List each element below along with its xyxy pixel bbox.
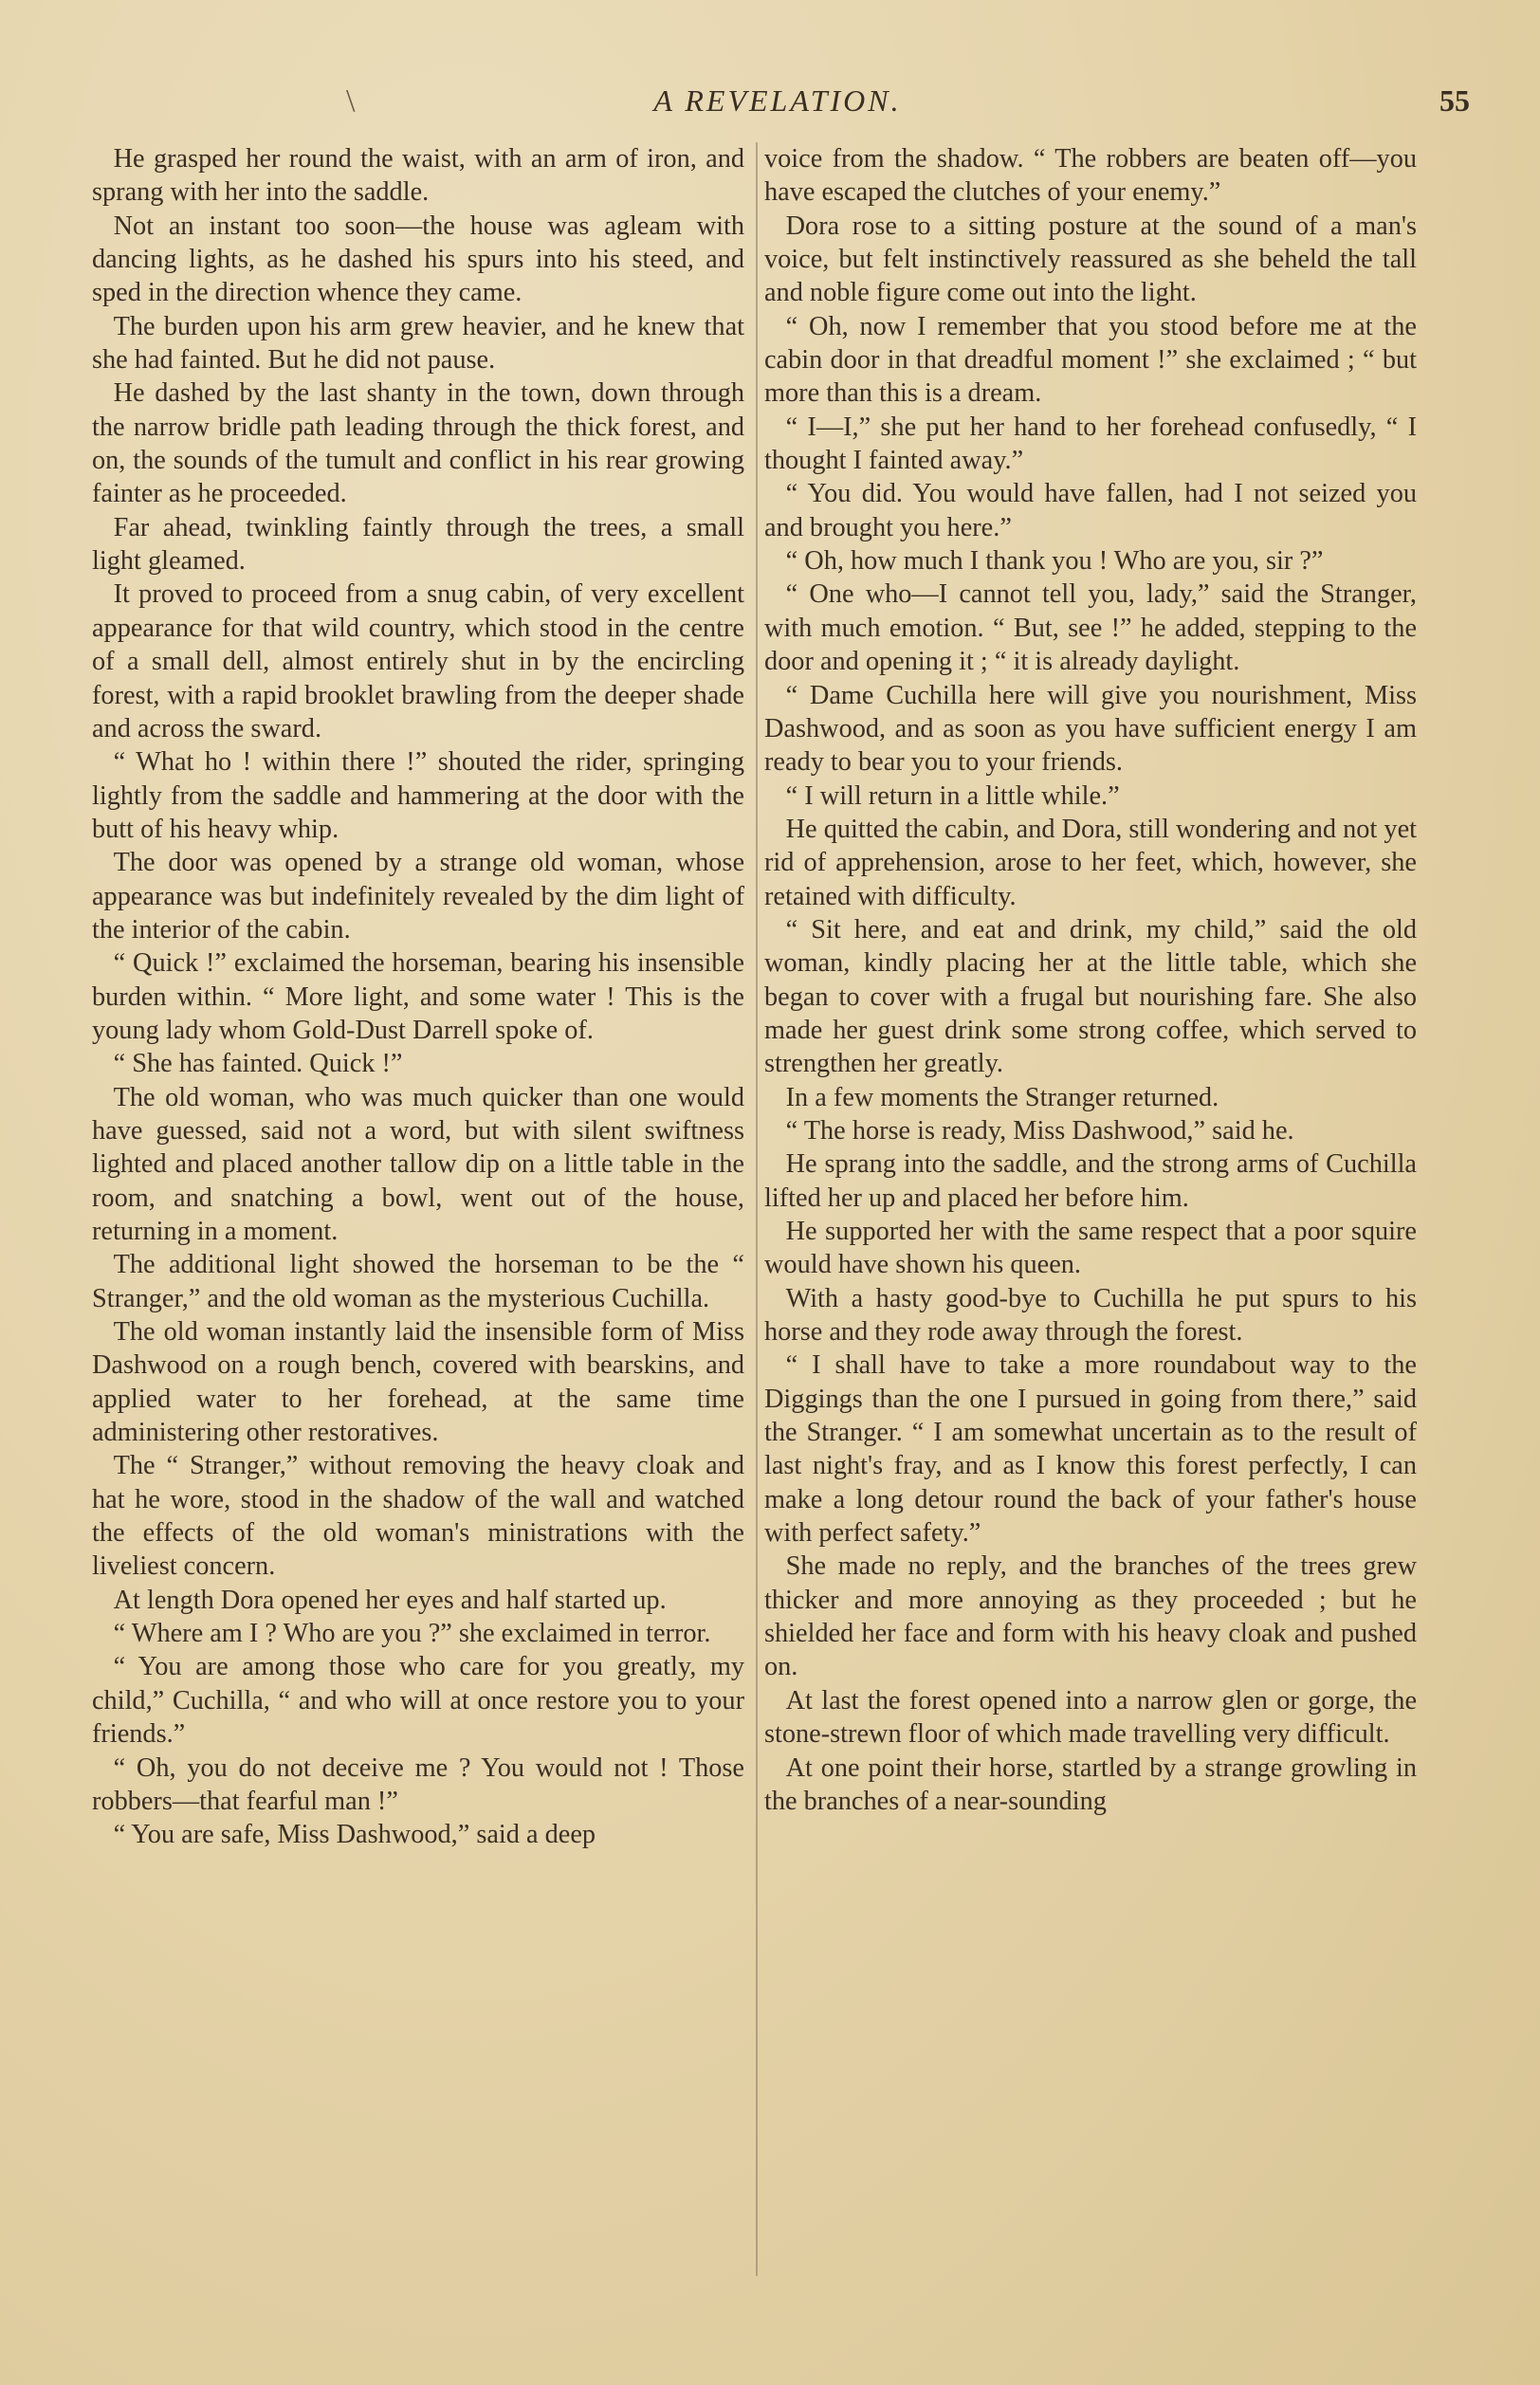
paragraph: “ I will return in a little while.” — [785, 780, 1120, 811]
paragraph: At last the forest opened into a narrow glen or gorge, the stone-strewn floor of which made travelling very difficult. — [764, 1685, 1417, 1750]
page-number: 55 — [1439, 83, 1470, 118]
paragraph: “ Sit here, and eat and drink, my child,” said the old woman, kindly placing her at the little table, which she began to cover with a frugal but nourishing fare. She also made her guest drink some strong coffee, which served to strengthen her greatly. — [764, 914, 1417, 1079]
column-divider — [756, 142, 758, 2276]
paragraph: voice from the shadow. “ The robbers are beaten off—you have escaped the clutches of your enemy.” — [764, 144, 1417, 208]
paragraph: He sprang into the saddle, and the strong arms of Cuchilla lifted her up and placed her before him. — [764, 1149, 1417, 1213]
paragraph: Far ahead, twinkling faintly through the trees, a small light gleamed. — [92, 512, 744, 577]
paragraph: The additional light showed the horseman to be the “ Stranger,” and the old woman as the mysterious Cuchilla. — [92, 1250, 744, 1313]
paragraph: “ One who—I cannot tell you, lady,” said the Stranger, with much emotion. “ But, see !” he added, stepping to the door and opening it ; “ it is already daylight. — [764, 579, 1417, 677]
paragraph: “ Quick !” exclaimed the horseman, bearing his insensible burden within. “ More light, and some water ! This is the young lady whom Gold-Dust Darrell spoke of. — [92, 948, 744, 1045]
paragraph: The old woman, who was much quicker than one would have guessed, said not a word, but with silent swiftness lighted and placed another tallow dip on a little table in the room, and snatching a bowl, went out of the house, returning in a moment. — [92, 1082, 744, 1246]
paragraph: “ The horse is ready, Miss Dashwood,” said he. — [785, 1115, 1294, 1146]
paragraph: He dashed by the last shanty in the town, down through the narrow bridle path leading through the thick forest, and on, the sounds of the tumult and conflict in his rear growing fainter as he proceeded. — [92, 378, 744, 509]
paragraph: Dora rose to a sitting posture at the sound of a man's voice, but felt instinctively reassured as she beheld the tall and noble figure come out into the light. — [764, 211, 1417, 308]
page-header — [85, 83, 1470, 121]
paragraph: “ You did. You would have fallen, had I not seized you and brought you here.” — [764, 479, 1417, 542]
paragraph: With a hasty good-bye to Cuchilla he put spurs to his horse and they rode away through the forest. — [764, 1283, 1417, 1348]
paragraph: He quitted the cabin, and Dora, still wondering and not yet rid of apprehension, arose to her feet, which, however, she retained with difficulty. — [764, 814, 1417, 911]
paragraph: “ What ho ! within there !” shouted the rider, springing lightly from the saddle and hammering at the door with the butt of his heavy whip. — [92, 747, 744, 844]
paragraph: Not an instant too soon—the house was agleam with dancing lights, as he dashed his spurs into his steed, and sped in the direction whence they came. — [92, 211, 744, 308]
paragraph: “ Dame Cuchilla here will give you nourishment, Miss Dashwood, and as soon as you have sufficient energy I am ready to bear you to your friends. — [764, 680, 1417, 778]
paragraph: At one point their horse, startled by a strange growling in the branches of a near-sounding — [764, 1752, 1417, 1816]
paragraph: “ You are among those who care for you greatly, my child,” Cuchilla, “ and who will at once restore you to your friends.” — [92, 1652, 744, 1750]
paragraph: “ I—I,” she put her hand to her forehead confusedly, “ I thought I fainted away.” — [764, 412, 1417, 476]
paragraph: “ Oh, how much I thank you ! Who are you, sir ?” — [785, 546, 1324, 577]
paragraph: He supported her with the same respect that a poor squire would have shown his queen. — [764, 1217, 1417, 1280]
paragraph: “ You are safe, Miss Dashwood,” said a deep — [113, 1820, 596, 1850]
right-column — [764, 142, 1417, 2276]
paragraph: It proved to proceed from a snug cabin, of very excellent appearance for that wild country, which stood in the centre of a small dell, almost entirely shut in by the encircling forest, with a rapid brooklet brawling from the deeper shade and across the sward. — [92, 579, 744, 743]
paragraph: “ She has fainted. Quick !” — [113, 1049, 403, 1079]
paragraph: She made no reply, and the branches of the trees grew thicker and more annoying as they proceeded ; but he shielded her face and form with his heavy cloak and pushed on. — [764, 1551, 1417, 1682]
paragraph: The “ Stranger,” without removing the heavy cloak and hat he wore, stood in the shadow of the wall and watched the effects of the old woman's ministrations with the liveliest concern. — [92, 1451, 744, 1582]
paragraph: The old woman instantly laid the insensible form of Miss Dashwood on a rough bench, covered with bearskins, and applied water to her forehead, at the same time administering other restoratives. — [92, 1317, 744, 1448]
paragraph: The burden upon his arm grew heavier, and he knew that she had fainted. But he did not pause. — [92, 311, 744, 376]
paragraph: At length Dora opened her eyes and half started up. — [113, 1585, 667, 1615]
paragraph: “ Oh, you do not deceive me ? You would not ! Those robbers—that fearful man !” — [92, 1752, 744, 1816]
paragraph: “ I shall have to take a more roundabout way to the Diggings than the one I pursued in going from there,” said the Stranger. “ I am somewhat uncertain as to the result of last night's fray, and as I know this forest perfectly, I can make a long detour round the back of your father's house with perfect safety.” — [764, 1350, 1417, 1549]
paragraph: “ Oh, now I remember that you stood before me at the cabin door in that dreadful moment !” she exclaimed ; “ but more than this is a dream. — [764, 311, 1417, 409]
header-mark: \ — [346, 83, 356, 119]
running-title: A REVELATION. — [653, 83, 902, 118]
paragraph: “ Where am I ? Who are you ?” she exclaimed in terror. — [113, 1619, 711, 1649]
paragraph: The door was opened by a strange old woman, whose appearance was but indefinitely revealed by the dim light of the interior of the cabin. — [92, 848, 744, 945]
left-column — [92, 142, 744, 2276]
paragraph: In a few moments the Stranger returned. — [785, 1082, 1219, 1112]
paragraph: He grasped her round the waist, with an arm of iron, and sprang with her into the saddle. — [92, 144, 744, 208]
